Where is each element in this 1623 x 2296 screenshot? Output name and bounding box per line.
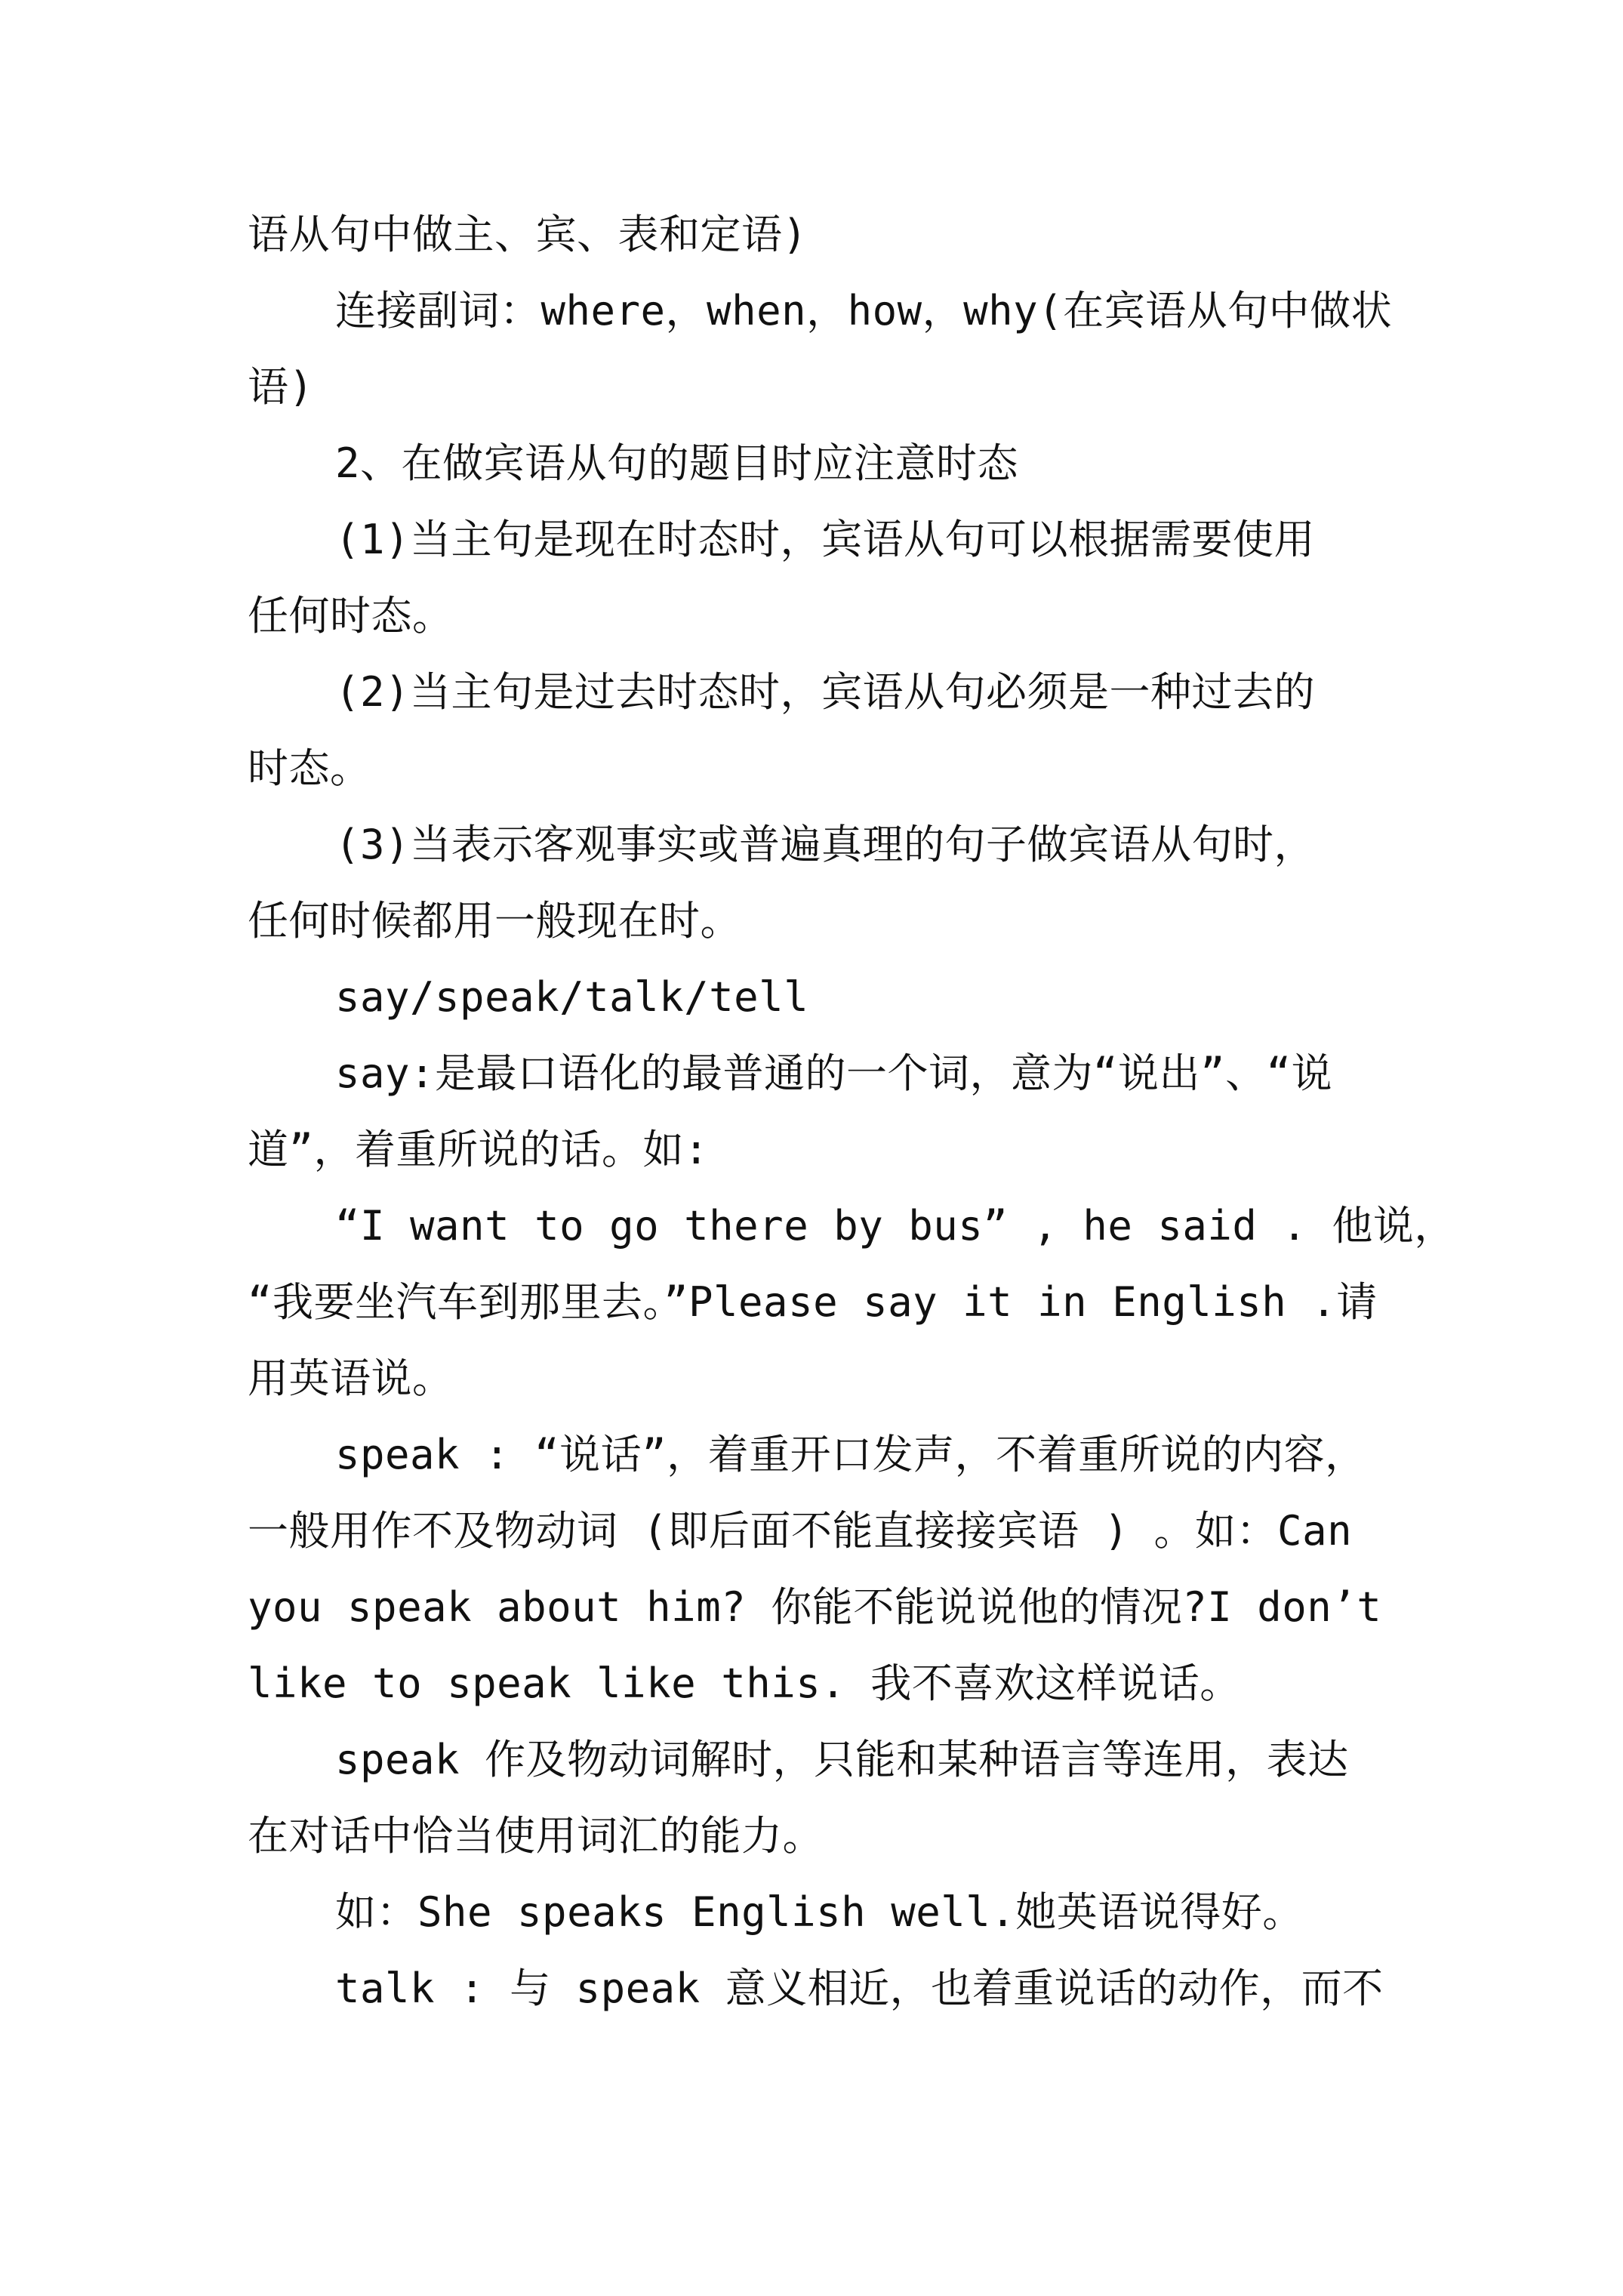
section-heading-say-speak-talk-tell: say/speak/talk/tell — [335, 973, 809, 1021]
text-line-14: “I want to go there by bus” , he said . 他说， — [335, 1202, 1455, 1250]
text-line-16: 用英语说。 — [248, 1354, 454, 1402]
text-line-5: (1)当主句是现在时态时，宾语从句可以根据需要使用 — [335, 516, 1316, 563]
text-line-19: you speak about him? 你能不能说说他的情况?I don’t — [248, 1583, 1382, 1631]
document-body — [248, 196, 1455, 2026]
text-line-18: 一般用作不及物动词 (即后面不能直接接宾语 ) 。如：Can — [248, 1507, 1353, 1555]
text-line-24: talk : 与 speak 意义相近，也着重说话的动作，而不 — [335, 1965, 1384, 2012]
text-line-2: 连接副词：where，when，how，why(在宾语从句中做状 — [335, 287, 1393, 334]
text-line-1: 语从句中做主、宾、表和定语) — [248, 211, 808, 258]
text-line-8: 时态。 — [248, 744, 371, 792]
section-heading-tense: 2、在做宾语从句的题目时应注意时态 — [335, 439, 1019, 487]
text-line-7: (2)当主句是过去时态时，宾语从句必须是一种过去的 — [335, 668, 1316, 716]
text-line-23: 如：She speaks English well.她英语说得好。 — [335, 1888, 1304, 1936]
text-line-10: 任何时候都用一般现在时。 — [248, 897, 741, 945]
text-line-9: (3)当表示客观事实或普遍真理的句子做宾语从句时， — [335, 821, 1316, 868]
text-line-21: speak 作及物动词解时，只能和某种语言等连用，表达 — [335, 1736, 1349, 1783]
text-line-20: like to speak like this. 我不喜欢这样说话。 — [248, 1660, 1241, 1707]
text-line-17: speak : “说话”，着重开口发声，不着重所说的内容， — [335, 1431, 1366, 1478]
text-line-6: 任何时态。 — [248, 592, 454, 639]
text-line-12: say:是最口语化的最普通的一个词，意为“说出”、“说 — [335, 1049, 1333, 1097]
text-line-3: 语) — [248, 363, 314, 411]
text-line-13: 道”，着重所说的话。如: — [248, 1126, 710, 1173]
text-line-22: 在对话中恰当使用词汇的能力。 — [248, 1812, 824, 1860]
text-line-15: “我要坐汽车到那里去。”Please say it in English .请 — [248, 1278, 1378, 1326]
